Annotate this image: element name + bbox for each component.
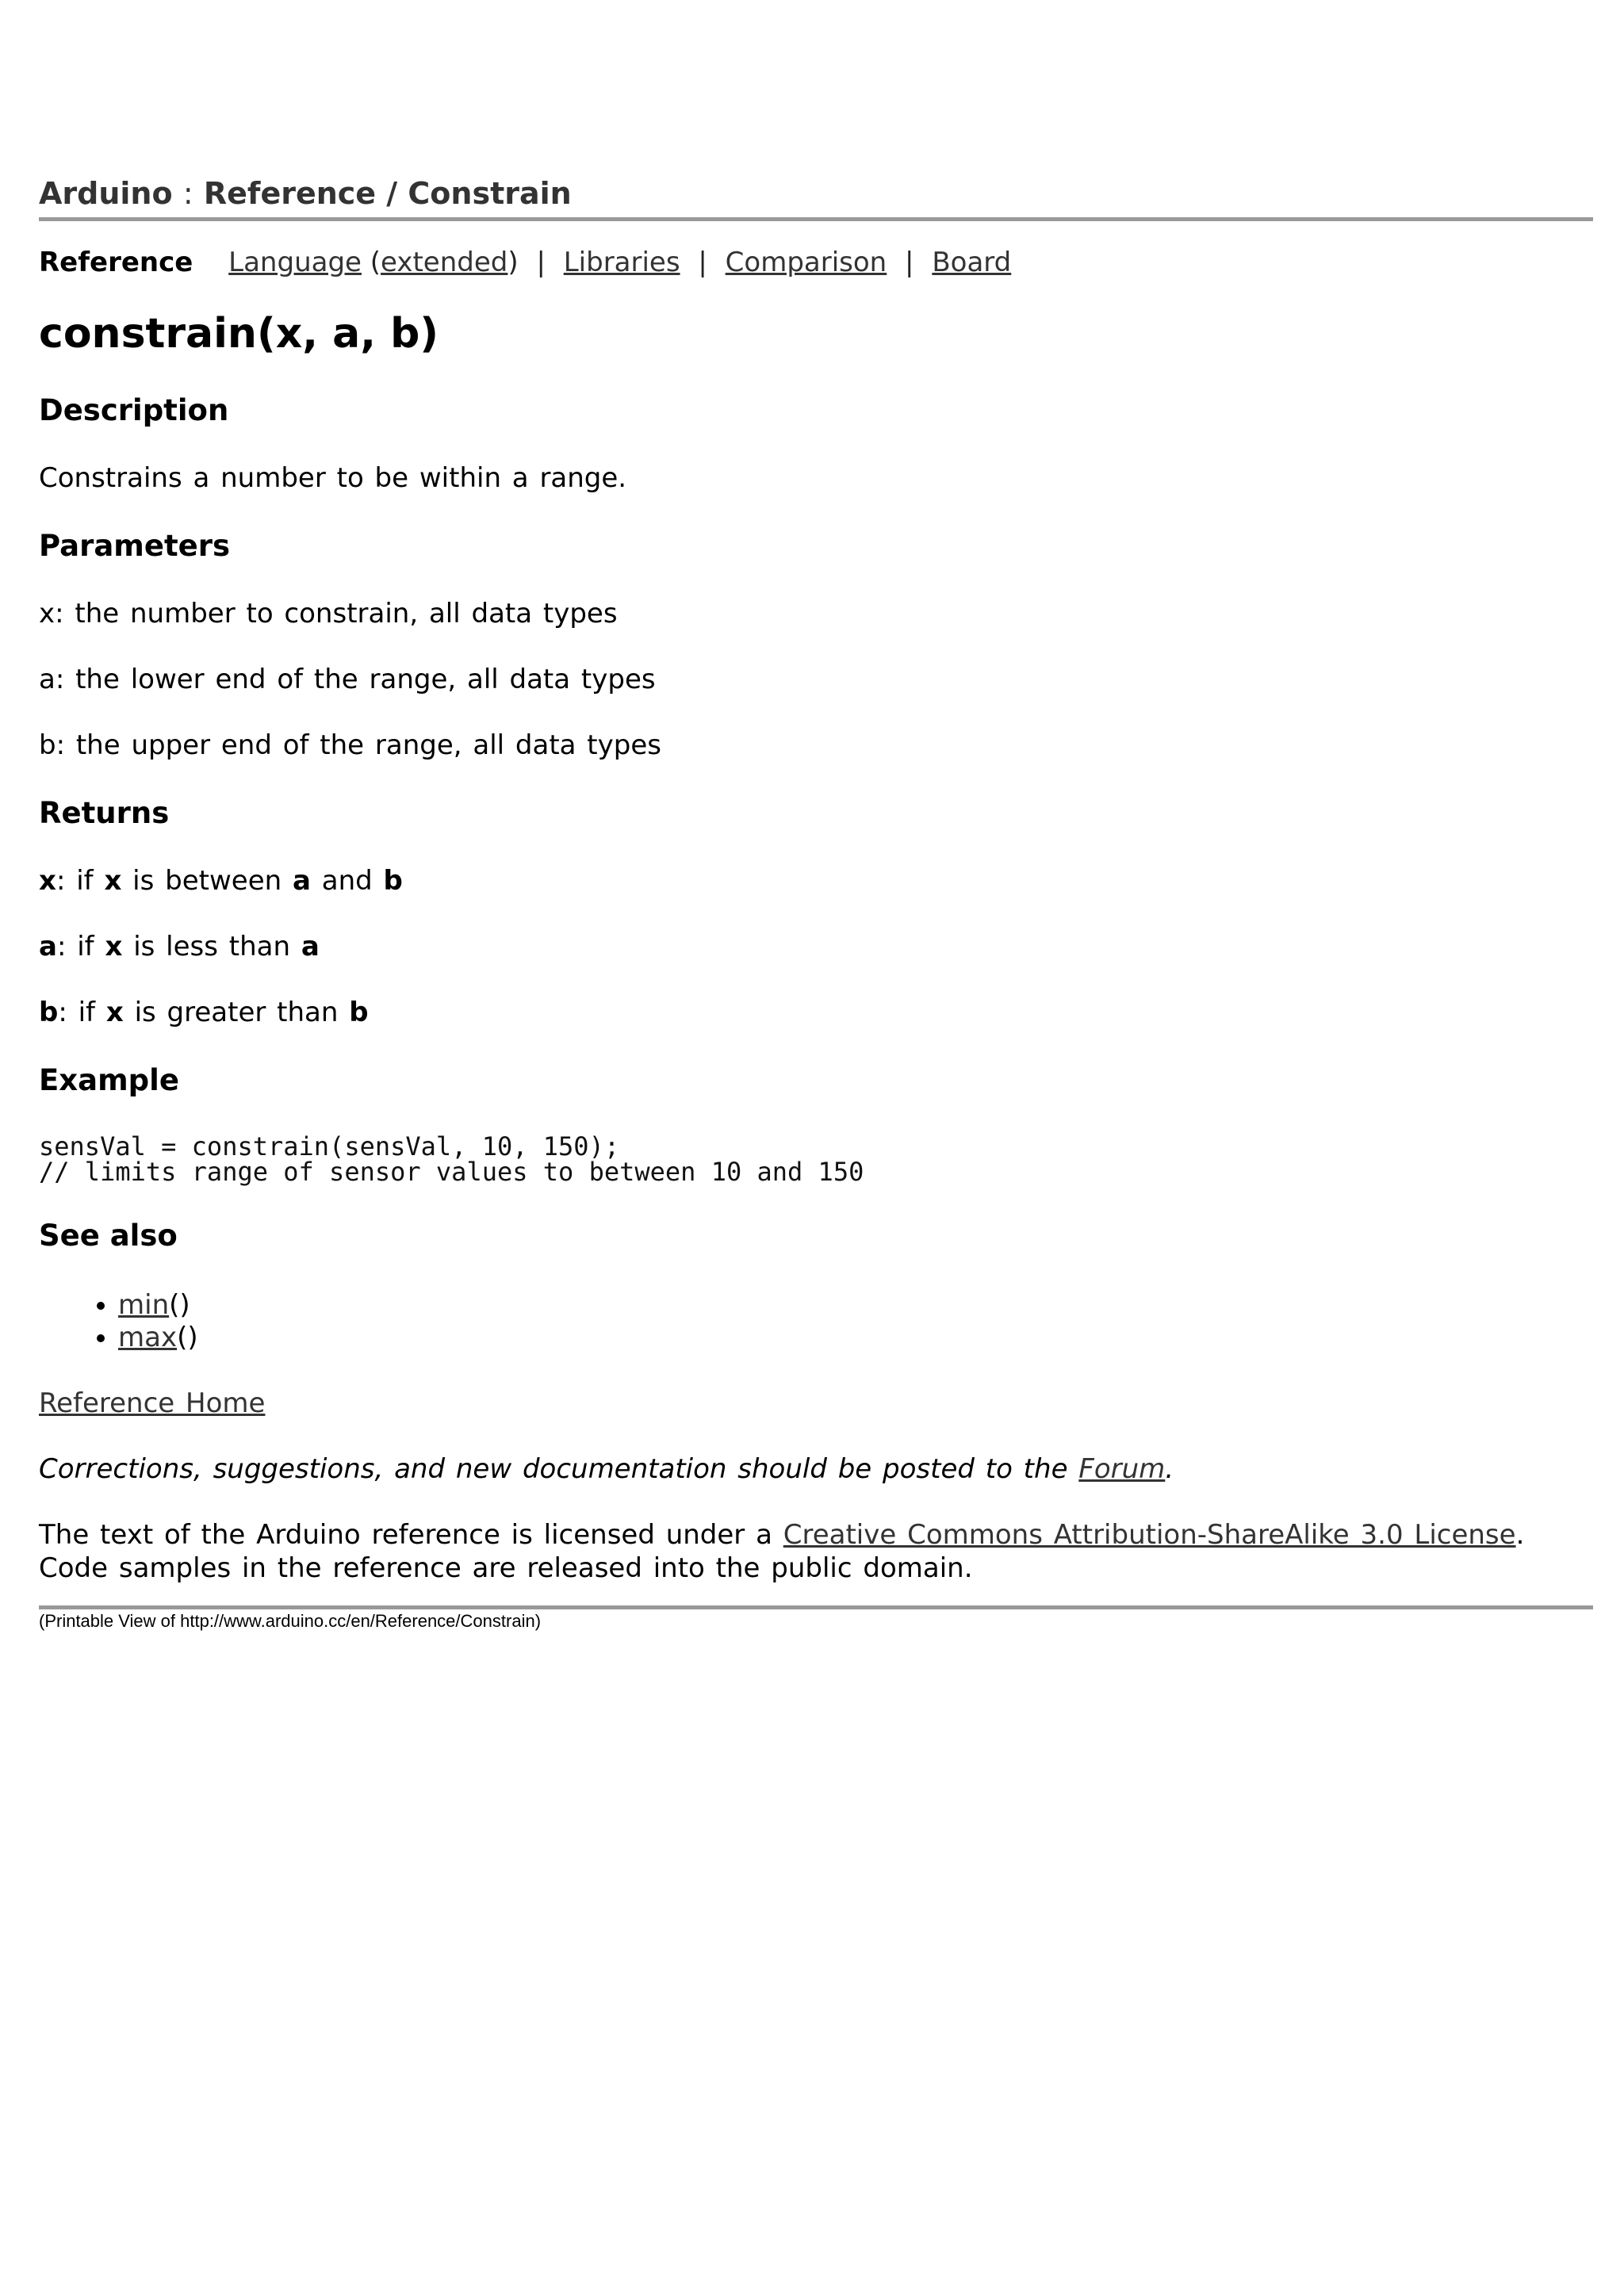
- license-text: The text of the Arduino reference is licensed under a: [39, 1519, 783, 1551]
- return-text: : if: [56, 865, 105, 897]
- forum-link[interactable]: Forum: [1078, 1453, 1166, 1485]
- reference-nav: [39, 245, 1593, 280]
- param-x: x: the number to constrain, all data types: [39, 598, 618, 629]
- return-bound: b: [349, 997, 369, 1028]
- license-note: [39, 1518, 1593, 1585]
- list-item-suffix: (): [169, 1289, 190, 1321]
- return-item: [39, 996, 1593, 1029]
- return-item: [39, 930, 1593, 963]
- list-item-suffix: (): [177, 1322, 198, 1353]
- return-text: and: [310, 865, 384, 897]
- description-text: Constrains a number to be within a range.: [39, 462, 627, 494]
- reference-home-link[interactable]: Reference Home: [39, 1387, 266, 1419]
- return-text: : if: [56, 931, 105, 962]
- return-text: is greater than: [123, 997, 350, 1028]
- license-text-after: . Code samples in the reference are released into the public domain.: [39, 1519, 1525, 1584]
- breadcrumb: [39, 176, 1593, 221]
- breadcrumb-site: Arduino: [39, 176, 173, 211]
- paren-open: (: [370, 247, 381, 278]
- return-value: b: [39, 997, 59, 1028]
- nav-separator: |: [905, 247, 914, 278]
- corrections-text: Corrections, suggestions, and new documentation should be posted to the: [39, 1453, 1079, 1485]
- example-heading: Example: [39, 1063, 179, 1097]
- return-bound: a: [292, 865, 311, 897]
- return-text: is between: [121, 865, 293, 897]
- description-heading: Description: [39, 393, 229, 427]
- see-also-heading: See also: [39, 1219, 178, 1253]
- parameters-heading: Parameters: [39, 529, 231, 563]
- list-item: [118, 1289, 1593, 1322]
- min-link[interactable]: min: [118, 1289, 170, 1321]
- return-value: x: [39, 865, 56, 897]
- return-item: [39, 864, 1593, 897]
- corrections-end: .: [1165, 1453, 1174, 1485]
- return-text: : if: [58, 997, 106, 1028]
- list-item: [118, 1322, 1593, 1354]
- footer-divider: [39, 1605, 1593, 1609]
- example-code: sensVal = constrain(sensVal, 10, 150); // limits range of sensor values to between 10 and 150: [39, 1131, 864, 1187]
- returns-heading: Returns: [39, 796, 170, 830]
- comparison-link[interactable]: Comparison: [725, 247, 887, 278]
- license-link[interactable]: Creative Commons Attribution-ShareAlike 3.0 License: [783, 1519, 1516, 1551]
- breadcrumb-separator: :: [182, 176, 193, 211]
- return-var: x: [105, 931, 123, 962]
- extended-link[interactable]: extended: [381, 247, 508, 278]
- return-value: a: [39, 931, 57, 962]
- return-var: x: [105, 997, 124, 1028]
- page-title: constrain(x, a, b): [39, 310, 439, 358]
- max-link[interactable]: max: [118, 1322, 178, 1353]
- content: [39, 176, 1593, 1632]
- see-also-list: [39, 1289, 1593, 1354]
- nav-separator: |: [536, 247, 546, 278]
- return-var: x: [104, 865, 122, 897]
- return-bound: b: [383, 865, 403, 897]
- corrections-note: [39, 1452, 1593, 1486]
- board-link[interactable]: Board: [932, 247, 1012, 278]
- paren-close: ): [508, 247, 519, 278]
- return-text: is less than: [122, 931, 301, 962]
- param-a: a: the lower end of the range, all data types: [39, 664, 656, 695]
- breadcrumb-path: Reference / Constrain: [203, 176, 572, 211]
- reference-nav-label: Reference: [39, 247, 193, 278]
- libraries-link[interactable]: Libraries: [563, 247, 680, 278]
- return-bound: a: [301, 931, 320, 962]
- language-link[interactable]: Language: [228, 247, 362, 278]
- printable-view-note: (Printable View of http://www.arduino.cc/en/Reference/Constrain): [39, 1611, 542, 1631]
- param-b: b: the upper end of the range, all data types: [39, 729, 661, 761]
- reference-home-para: [39, 1387, 1593, 1420]
- nav-separator: |: [698, 247, 707, 278]
